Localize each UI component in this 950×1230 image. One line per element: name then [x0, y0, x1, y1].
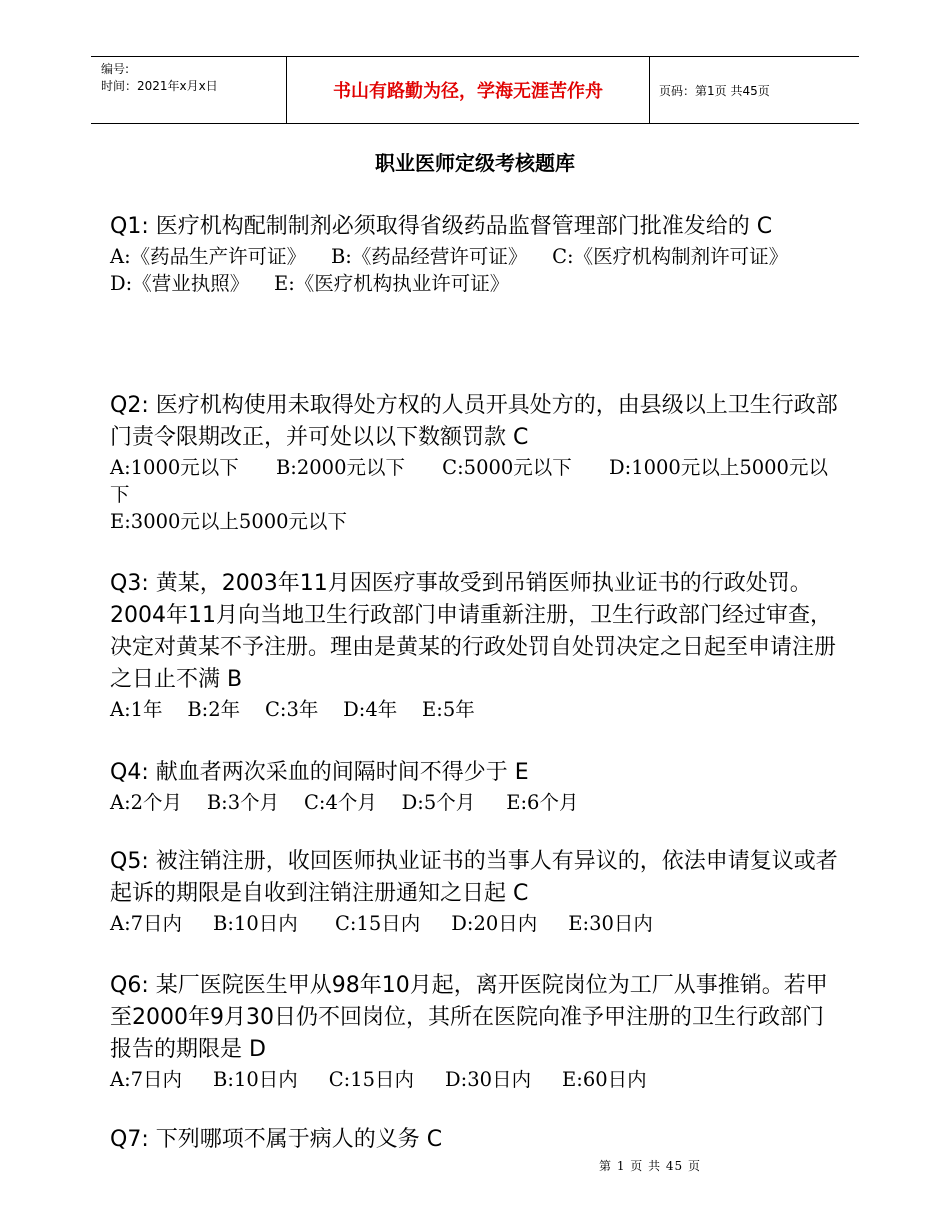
question-options — [110, 910, 845, 937]
number-label: 编号: — [101, 62, 130, 76]
option-line: A:2个月 B:3个月 C:4个月 D:5个月 E:6个月 — [110, 791, 579, 814]
question-5 — [110, 846, 845, 937]
question-options — [110, 789, 845, 816]
header-meta — [101, 61, 218, 95]
question-options — [110, 1066, 845, 1093]
question-text: Q1: 医疗机构配制制剂必须取得省级药品监督管理部门批准发给的 C — [110, 214, 773, 239]
option-line: D:《营业执照》 E:《医疗机构执业许可证》 — [110, 272, 510, 295]
page-header — [91, 56, 859, 124]
option-line: A:《药品生产许可证》 B:《药品经营许可证》 C:《医疗机构制剂许可证》 — [110, 245, 789, 268]
question-4 — [110, 757, 845, 816]
option-line: A:7日内 B:10日内 C:15日内 D:20日内 E:30日内 — [110, 912, 653, 935]
document-title: 职业医师定级考核题库 — [375, 151, 575, 175]
question-text: Q4: 献血者两次采血的间隔时间不得少于 E — [110, 760, 529, 785]
option-line: A:1000元以下 B:2000元以下 C:5000元以下 D:1000元以上5000元以下 — [110, 456, 828, 506]
header-motto: 书山有路勤为径，学海无涯苦作舟 — [286, 57, 650, 123]
question-7 — [110, 1124, 845, 1156]
question-2 — [110, 390, 845, 535]
header-page-info: 页码：第1页 共45页 — [659, 83, 770, 98]
option-line: E:3000元以上5000元以下 — [110, 510, 348, 533]
date-label: 时间：2021年x月x日 — [101, 79, 218, 93]
question-text: Q5: 被注销注册，收回医师执业证书的当事人有异议的，依法申请复议或者起诉的期限是自收到注销注册通知之日起 C — [110, 849, 838, 906]
question-3 — [110, 568, 845, 723]
question-1 — [110, 211, 845, 297]
question-6 — [110, 970, 845, 1093]
question-text: Q7: 下列哪项不属于病人的义务 C — [110, 1127, 443, 1152]
page-footer: 第 1 页 共 45 页 — [599, 1159, 701, 1173]
option-line: A:1年 B:2年 C:3年 D:4年 E:5年 — [110, 698, 475, 721]
question-options — [110, 454, 845, 535]
question-text: Q3: 黄某，2003年11月因医疗事故受到吊销医师执业证书的行政处罚。2004年11月向当地卫生行政部门申请重新注册，卫生行政部门经过审查，决定对黄某不予注册。理由是黄某的行政处罚自处罚决定之日起至申请注册之日止不满 B — [110, 571, 837, 692]
question-options — [110, 243, 845, 297]
question-options — [110, 696, 845, 723]
option-line: A:7日内 B:10日内 C:15日内 D:30日内 E:60日内 — [110, 1068, 647, 1091]
question-text: Q2: 医疗机构使用未取得处方权的人员开具处方的，由县级以上卫生行政部门责令限期改正，并可处以以下数额罚款 C — [110, 393, 838, 450]
question-text: Q6: 某厂医院医生甲从98年10月起，离开医院岗位为工厂从事推销。若甲至2000年9月30日仍不回岗位，其所在医院向准予甲注册的卫生行政部门报告的期限是 D — [110, 973, 828, 1062]
